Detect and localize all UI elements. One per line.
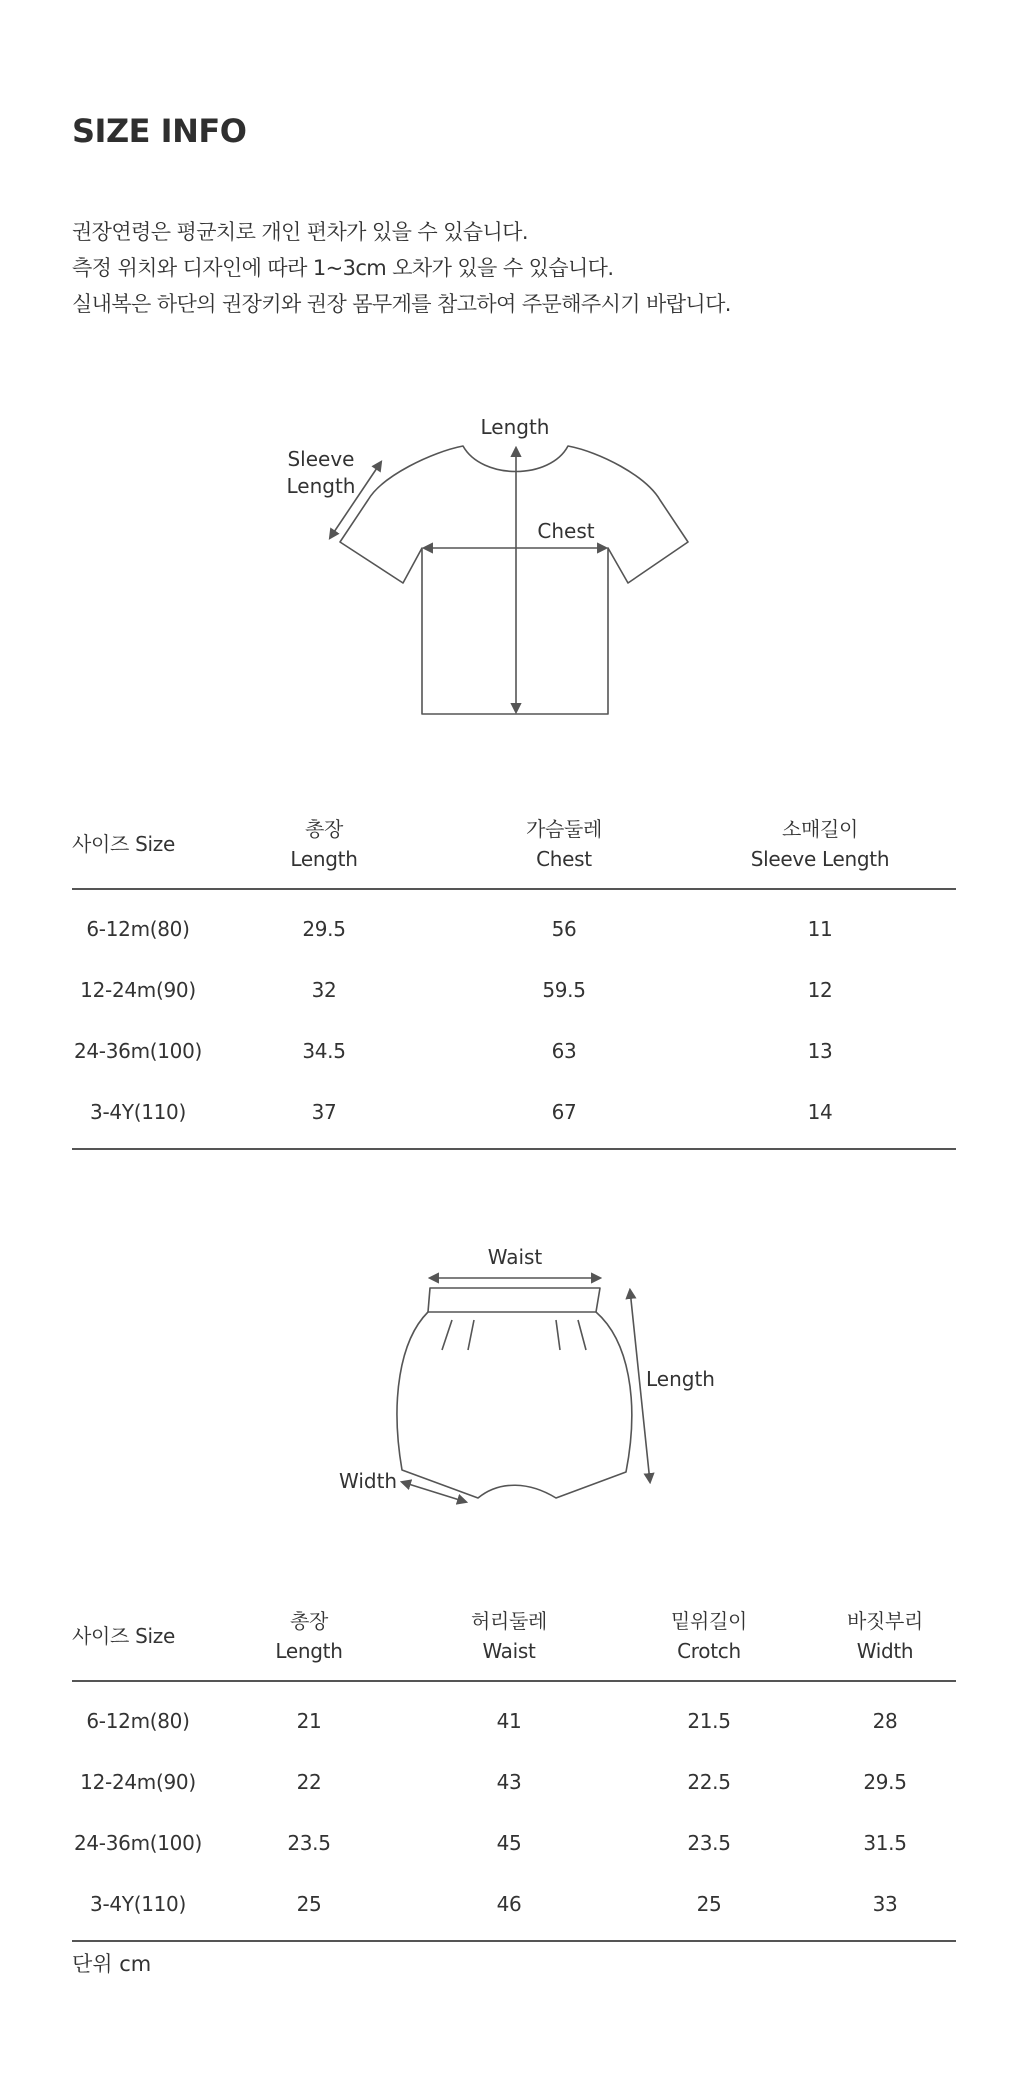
table-cell: 21.5 [687, 1708, 731, 1733]
table-cell: 32 [311, 977, 337, 1002]
table-cell: 37 [204, 1081, 444, 1149]
table-row [72, 1081, 956, 1149]
table-cell: 21 [296, 1708, 322, 1733]
pleat-line [442, 1320, 452, 1350]
header-crotch [604, 1592, 814, 1681]
size-notes [72, 214, 731, 322]
header-label: Length [275, 1639, 343, 1663]
table-cell: 3-4Y(110) [72, 1081, 204, 1149]
header-label: Chest [536, 847, 592, 871]
header-label: 바짓부리 [846, 1609, 924, 1633]
header-waist [414, 1592, 604, 1681]
header-label: Waist [482, 1639, 536, 1663]
table-cell: 31.5 [863, 1830, 907, 1855]
table-header-row [72, 800, 956, 889]
table-cell: 25 [204, 1873, 414, 1941]
sleeve-label: Length [286, 474, 356, 498]
table-cell: 12 [807, 977, 833, 1002]
header-label: Length [290, 847, 358, 871]
bloomers-diagram [0, 1240, 1024, 1520]
table-cell: 6-12m(80) [86, 916, 190, 941]
table-cell: 59.5 [542, 977, 586, 1002]
waist-label: Waist [487, 1245, 543, 1269]
table-cell: 25 [604, 1873, 814, 1941]
table-cell: 24-36m(100) [73, 1038, 203, 1063]
table-cell: 34.5 [302, 1038, 346, 1063]
table-row [72, 1020, 956, 1081]
table-row [72, 1873, 956, 1941]
table-cell: 28 [872, 1708, 898, 1733]
table-cell: 56 [551, 916, 577, 941]
header-label: Width [856, 1639, 914, 1663]
header-chest [444, 800, 684, 889]
table-cell: 12-24m(90) [80, 977, 196, 1002]
table-cell: 3-4Y(110) [72, 1873, 204, 1941]
bottom-size-table [72, 1592, 956, 1942]
header-label: 밑위길이 [670, 1609, 748, 1633]
table-cell: 23.5 [687, 1830, 731, 1855]
table-cell: 13 [807, 1038, 833, 1063]
table-cell: 43 [496, 1769, 522, 1794]
width-label: Width [339, 1469, 398, 1493]
table-row [72, 889, 956, 959]
table-cell: 23.5 [287, 1830, 331, 1855]
header-label: Crotch [677, 1639, 741, 1663]
table-cell: 33 [814, 1873, 956, 1941]
table-cell: 29.5 [863, 1769, 907, 1794]
length-label: Length [646, 1367, 715, 1391]
header-length [204, 1592, 414, 1681]
width-arrow [402, 1482, 466, 1502]
pleat-line [578, 1320, 586, 1350]
top-size-table [72, 800, 956, 1150]
pleat-line [468, 1320, 474, 1350]
table-cell: 24-36m(100) [73, 1830, 203, 1855]
tshirt-illustration [0, 400, 1024, 730]
header-size [72, 800, 204, 889]
note-line: 권장연령은 평균치로 개인 편차가 있을 수 있습니다. [72, 220, 528, 244]
table-cell: 22 [296, 1769, 322, 1794]
table-cell: 12-24m(90) [80, 1769, 196, 1794]
header-label: 사이즈 Size [72, 1624, 175, 1648]
waistband-outline [428, 1288, 600, 1312]
table-cell: 67 [444, 1081, 684, 1149]
tshirt-outline [340, 446, 688, 714]
table-row [72, 1751, 956, 1812]
header-label: 허리둘레 [470, 1609, 548, 1633]
chest-label: Chest [537, 519, 595, 543]
table-cell: 45 [496, 1830, 522, 1855]
table-cell: 46 [414, 1873, 604, 1941]
table-cell: 29.5 [302, 916, 346, 941]
table-cell: 41 [496, 1708, 522, 1733]
table-header-row [72, 1592, 956, 1681]
table-cell: 22.5 [687, 1769, 731, 1794]
note-line: 측정 위치와 디자인에 따라 1~3cm 오차가 있을 수 있습니다. [72, 256, 614, 280]
tshirt-diagram [0, 400, 1024, 730]
unit-note: 단위 cm [72, 1952, 152, 1976]
table-cell: 14 [684, 1081, 956, 1149]
note-line: 실내복은 하단의 권장키와 권장 몸무게를 참고하여 주문해주시기 바랍니다. [72, 292, 731, 316]
header-width [814, 1592, 956, 1681]
bloomers-outline [397, 1312, 632, 1498]
header-label: 총장 [304, 817, 344, 841]
header-label: Sleeve Length [750, 847, 890, 871]
page-title: SIZE INFO [72, 112, 247, 150]
header-sleeve [684, 800, 956, 889]
table-row [72, 959, 956, 1020]
header-label: 사이즈 Size [72, 832, 175, 856]
table-row [72, 1681, 956, 1751]
header-label: 가슴둘레 [525, 817, 603, 841]
table-row [72, 1812, 956, 1873]
sleeve-label: Sleeve [287, 447, 355, 471]
header-label: 소매길이 [781, 817, 859, 841]
table-cell: 63 [551, 1038, 577, 1063]
header-size [72, 1592, 204, 1681]
table-cell: 6-12m(80) [86, 1708, 190, 1733]
length-label: Length [480, 415, 550, 439]
table-cell: 11 [807, 916, 833, 941]
pleat-line [556, 1320, 560, 1350]
header-label: 총장 [289, 1609, 329, 1633]
bloomers-illustration [0, 1240, 1024, 1520]
header-length [204, 800, 444, 889]
